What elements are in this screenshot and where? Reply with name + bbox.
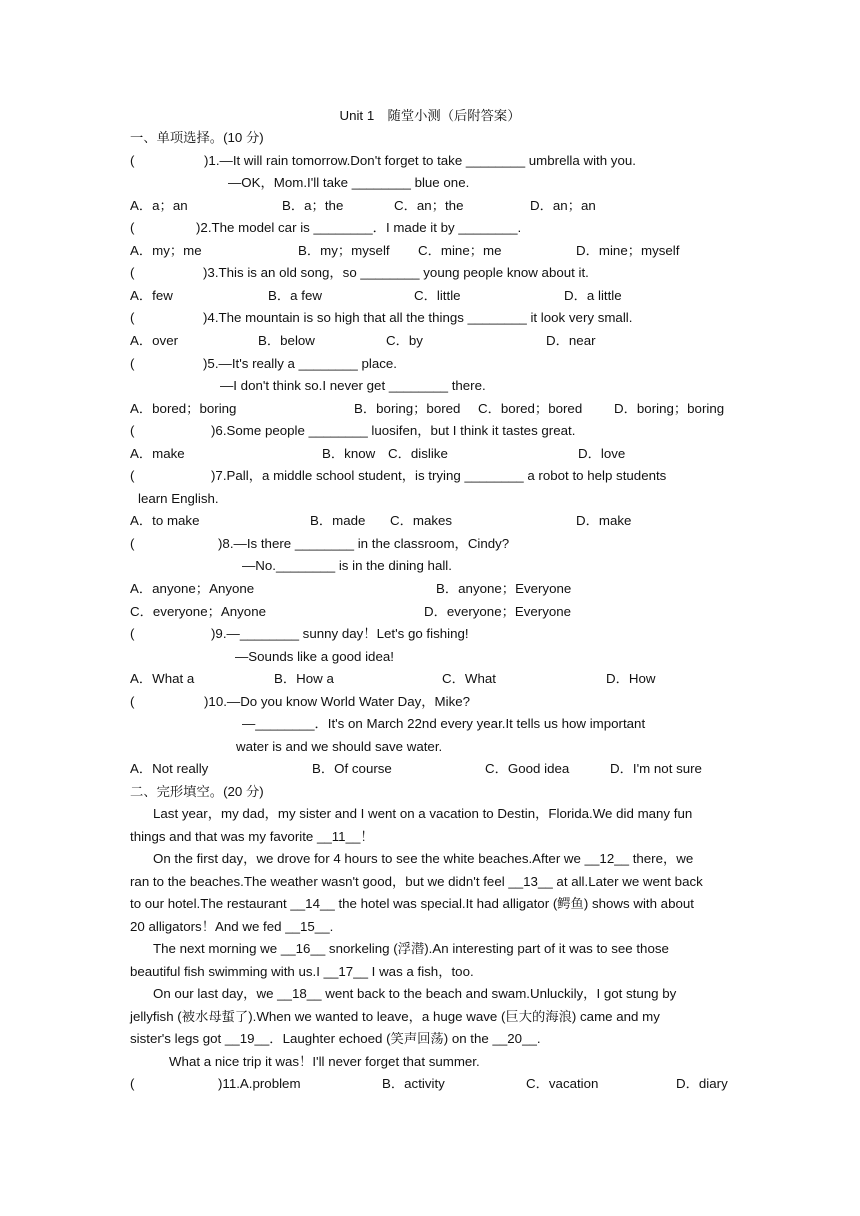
option-a: A．What a bbox=[130, 671, 195, 686]
question-9-stem2: —Sounds like a good idea! bbox=[235, 649, 394, 664]
question-8-options-1 bbox=[130, 578, 730, 600]
question-10-line bbox=[130, 691, 730, 713]
passage-line bbox=[130, 1028, 730, 1050]
question-1-line bbox=[130, 150, 730, 172]
option-d: D．make bbox=[576, 513, 632, 528]
passage-line bbox=[130, 983, 730, 1005]
question-9-options bbox=[130, 668, 730, 690]
passage-line bbox=[130, 848, 730, 870]
option-a: A．make bbox=[130, 446, 185, 461]
passage-line bbox=[130, 1051, 730, 1073]
question-2-options bbox=[130, 240, 730, 262]
option-b: B．Of course bbox=[312, 761, 392, 776]
option-a: A．my；me bbox=[130, 243, 202, 258]
passage-line bbox=[130, 871, 730, 893]
question-9-line bbox=[130, 623, 730, 645]
option-d: D．I'm not sure bbox=[610, 761, 702, 776]
option-c: C．everyone；Anyone bbox=[130, 604, 266, 619]
option-b: B．know bbox=[322, 446, 376, 461]
option-b: B．activity bbox=[382, 1076, 445, 1091]
option-d: D．mine；myself bbox=[576, 243, 680, 258]
option-d: D．everyone；Everyone bbox=[424, 604, 572, 619]
passage-line bbox=[130, 938, 730, 960]
answer-paren: ( bbox=[130, 265, 135, 280]
option-a: A．few bbox=[130, 288, 173, 303]
question-8-stem: )8.—Is there ________ in the classroom，Cindy? bbox=[218, 536, 510, 551]
option-a: A．Not really bbox=[130, 761, 209, 776]
answer-paren: ( bbox=[130, 626, 135, 641]
question-10-options bbox=[130, 758, 730, 780]
option-c: C．Good idea bbox=[485, 761, 570, 776]
passage-text: Last year，my dad，my sister and I went on a vacation to Destin，Florida.We did many fun bbox=[153, 806, 693, 821]
option-a: A．over bbox=[130, 333, 179, 348]
question-6-line bbox=[130, 420, 730, 442]
option-d: D．an；an bbox=[530, 198, 596, 213]
question-11-stem: )11.A.problem bbox=[218, 1076, 301, 1091]
question-8-stem2: —No.________ is in the dining hall. bbox=[242, 558, 452, 573]
option-b: B．boring；bored bbox=[354, 401, 461, 416]
passage-line bbox=[130, 826, 730, 848]
question-10-stem3-line bbox=[130, 736, 730, 758]
option-c: C．mine；me bbox=[418, 243, 502, 258]
passage-line bbox=[130, 1006, 730, 1028]
question-5-stem2-line bbox=[130, 375, 730, 397]
passage-line bbox=[130, 893, 730, 915]
question-7-line bbox=[130, 465, 730, 487]
option-c: C．dislike bbox=[388, 446, 448, 461]
passage-text: ran to the beaches.The weather wasn't good，but we didn't feel __13__ at all.Later we went back bbox=[130, 874, 703, 889]
option-d: D．boring；boring bbox=[614, 401, 725, 416]
option-d: D．near bbox=[546, 333, 596, 348]
question-5-stem2: —I don't think so.I never get ________ there. bbox=[220, 378, 486, 393]
question-7-stem2: learn English. bbox=[138, 491, 219, 506]
option-b: B．How a bbox=[274, 671, 334, 686]
question-8-options-2 bbox=[130, 601, 730, 623]
passage-text: The next morning we __16__ snorkeling (浮潜).An interesting part of it was to see those bbox=[153, 941, 669, 956]
passage-text: On the first day，we drove for 4 hours to see the white beaches.After we __12__ there，we bbox=[153, 851, 694, 866]
option-d: D．diary bbox=[676, 1076, 728, 1091]
question-3-line bbox=[130, 262, 730, 284]
option-d: D．How bbox=[606, 671, 656, 686]
question-3-options bbox=[130, 285, 730, 307]
option-b: B．a；the bbox=[282, 198, 344, 213]
question-5-options bbox=[130, 398, 730, 420]
passage-line bbox=[130, 961, 730, 983]
option-a: A．a；an bbox=[130, 198, 188, 213]
answer-paren: ( bbox=[130, 423, 135, 438]
answer-paren: ( bbox=[130, 694, 135, 709]
option-b: B．below bbox=[258, 333, 315, 348]
passage-line bbox=[130, 803, 730, 825]
question-8-stem2-line bbox=[130, 555, 730, 577]
option-c: C．vacation bbox=[526, 1076, 599, 1091]
question-10-stem: )10.—Do you know World Water Day，Mike? bbox=[204, 694, 471, 709]
question-10-stem3: water is and we should save water. bbox=[236, 739, 443, 754]
question-9-stem: )9.—________ sunny day！Let's go fishing! bbox=[211, 626, 469, 641]
passage-text: beautiful fish swimming with us.I __17__ I was a fish，too. bbox=[130, 964, 474, 979]
passage-text: things and that was my favorite __11__！ bbox=[130, 829, 374, 844]
section2-heading: 二、完形填空。(20 分) bbox=[130, 784, 264, 799]
passage-text: 20 alligators！And we fed __15__. bbox=[130, 919, 334, 934]
option-b: B．my；myself bbox=[298, 243, 390, 258]
option-c: C．little bbox=[414, 288, 461, 303]
passage-text: What a nice trip it was！I'll never forget that summer. bbox=[169, 1054, 480, 1069]
section1-heading: 一、单项选择。(10 分) bbox=[130, 130, 264, 145]
option-d: D．love bbox=[578, 446, 626, 461]
answer-paren: ( bbox=[130, 356, 135, 371]
option-c: C．makes bbox=[390, 513, 453, 528]
question-9-stem2-line bbox=[130, 646, 730, 668]
question-3-stem: )3.This is an old song，so ________ young people know about it. bbox=[203, 265, 589, 280]
question-10-stem2: —________．It's on March 22nd every year.It tells us how important bbox=[242, 716, 646, 731]
answer-paren: ( bbox=[130, 220, 135, 235]
option-c: C．by bbox=[386, 333, 423, 348]
passage-text: to our hotel.The restaurant __14__ the hotel was special.It had alligator (鳄鱼) shows with about bbox=[130, 896, 694, 911]
question-2-line bbox=[130, 217, 730, 239]
option-c: C．an；the bbox=[394, 198, 464, 213]
option-d: D．a little bbox=[564, 288, 622, 303]
passage-text: sister's legs got __19__．Laughter echoed (笑声回荡) on the __20__. bbox=[130, 1031, 541, 1046]
passage-text: On our last day，we __18__ went back to the beach and swam.Unluckily，I got stung by bbox=[153, 986, 677, 1001]
question-1-stem: )1.—It will rain tomorrow.Don't forget to take ________ umbrella with you. bbox=[204, 153, 636, 168]
question-2-stem: )2.The model car is ________．I made it by ________. bbox=[196, 220, 522, 235]
question-7-stem2-line bbox=[130, 488, 730, 510]
question-1-stem2: —OK，Mom.I'll take ________ blue one. bbox=[228, 175, 470, 190]
answer-paren: ( bbox=[130, 310, 135, 325]
question-5-stem: )5.—It's really a ________ place. bbox=[203, 356, 397, 371]
question-4-line bbox=[130, 307, 730, 329]
question-6-stem: )6.Some people ________ luosifen，but I think it tastes great. bbox=[211, 423, 576, 438]
option-b: B．a few bbox=[268, 288, 322, 303]
option-a: A．to make bbox=[130, 513, 200, 528]
question-10-stem2-line bbox=[130, 713, 730, 735]
option-a: A．anyone；Anyone bbox=[130, 581, 255, 596]
passage-line bbox=[130, 916, 730, 938]
option-c: C．What bbox=[442, 671, 496, 686]
question-1-stem2-line bbox=[130, 172, 730, 194]
answer-paren: ( bbox=[130, 468, 135, 483]
question-4-options bbox=[130, 330, 730, 352]
option-c: C．bored；bored bbox=[478, 401, 583, 416]
question-4-stem: )4.The mountain is so high that all the things ________ it look very small. bbox=[203, 310, 633, 325]
option-a: A．bored；boring bbox=[130, 401, 237, 416]
question-7-options bbox=[130, 510, 730, 532]
question-8-line bbox=[130, 533, 730, 555]
option-b: B．made bbox=[310, 513, 366, 528]
passage-text: jellyfish (被水母蜇了).When we wanted to leave，a huge wave (巨大的海浪) came and my bbox=[130, 1009, 660, 1024]
page-title: Unit 1 随堂小测（后附答案） bbox=[339, 108, 521, 123]
answer-paren: ( bbox=[130, 1076, 135, 1091]
question-11-line bbox=[130, 1073, 730, 1095]
question-6-options bbox=[130, 443, 730, 465]
answer-paren: ( bbox=[130, 153, 135, 168]
answer-paren: ( bbox=[130, 536, 135, 551]
option-b: B．anyone；Everyone bbox=[436, 581, 572, 596]
question-5-line bbox=[130, 353, 730, 375]
question-1-options bbox=[130, 195, 730, 217]
question-7-stem: )7.Pall，a middle school student，is trying ________ a robot to help students bbox=[211, 468, 667, 483]
